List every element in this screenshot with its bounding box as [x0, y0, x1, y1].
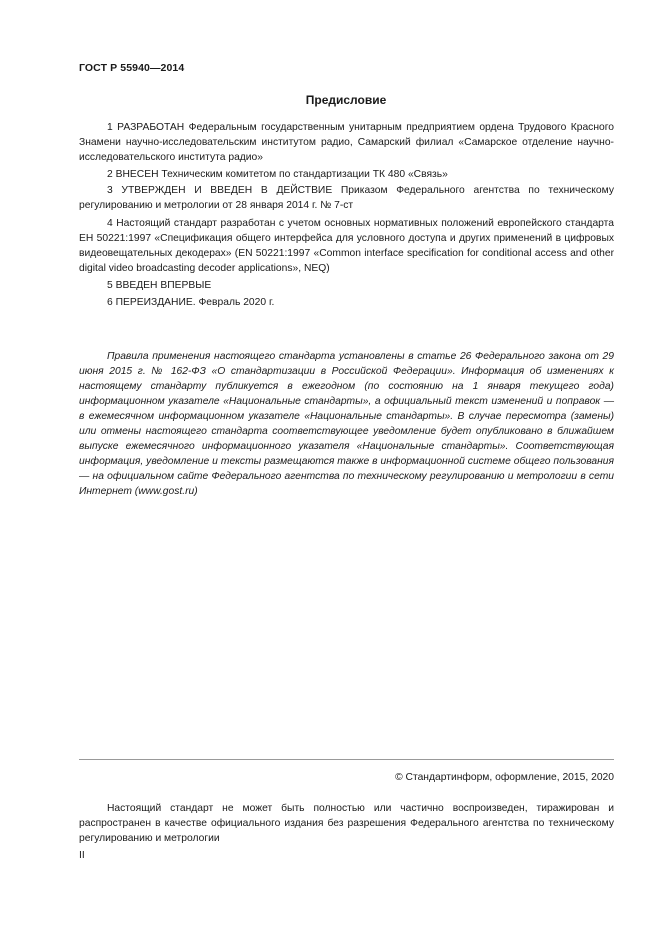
foreword-item-2: 2 ВНЕСЕН Техническим комитетом по стандартизации ТК 480 «Связь» [107, 169, 448, 180]
copyright-line: © Стандартинформ, оформление, 2015, 2020 [395, 772, 614, 783]
page-title: Предисловие [305, 93, 387, 107]
rules-note: Правила применения настоящего стандарта установлены в статье 26 Федерального закона от 29 июня 2015 г. № 162-ФЗ «О стандартизации в Российской Федерации». Информация об изменениях к настоящему стандарту публикуется в ежегодном (по состоянию на 1 января текущего года) информационном указателе «Национальные стандарты», а официальный текст изменений и поправок — в ежемесячном информационном указателе «Национальные стандарты». В случае пересмотра (замены) или отмены настоящего стандарта соответствующее уведомление будет опубликовано в ближайшем выпуске ежемесячного информационного указателя «Национальные стандарты». Соответствующая информация, уведомление и тексты размещаются также в информационной системе общего пользования — на официальном сайте Федерального агентства по техническому регулированию и метрологии в сети Интернет (www.gost.ru) [79, 351, 614, 497]
reproduction-note: Настоящий стандарт не может быть полностью или частично воспроизведен, тиражирован и распространен в качестве официального издания без разрешения Федерального агентства по техническому регулированию и метрологии [79, 803, 614, 844]
footer-divider [79, 759, 614, 760]
standard-code: ГОСТ Р 55940—2014 [79, 62, 185, 74]
foreword-item-5: 5 ВВЕДЕН ВПЕРВЫЕ [107, 280, 212, 291]
foreword-item-4: 4 Настоящий стандарт разработан с учетом основных нормативных положений европейского стандарта ЕН 50221:1997 «Спецификация общего интерфейса для условного доступа и других применений в цифровых видеовещательных декодерах» (EN 50221:1997 «Common interface specification for conditional access and other digital video broadcasting decoder applications», NEQ) [79, 218, 614, 274]
foreword-item-3: 3 УТВЕРЖДЕН И ВВЕДЕН В ДЕЙСТВИЕ Приказом Федерального агентства по техническому регулированию и метрологии от 28 января 2014 г. № 7-ст [79, 185, 614, 211]
foreword-item-1: 1 РАЗРАБОТАН Федеральным государственным унитарным предприятием ордена Трудового Красного Знамени научно-исследовательским институтом радио, Самарский филиал «Самарское отделение научно-исследовательского института радио» [79, 122, 614, 163]
foreword-item-6: 6 ПЕРЕИЗДАНИЕ. Февраль 2020 г. [107, 297, 275, 308]
page-number: II [79, 850, 85, 861]
